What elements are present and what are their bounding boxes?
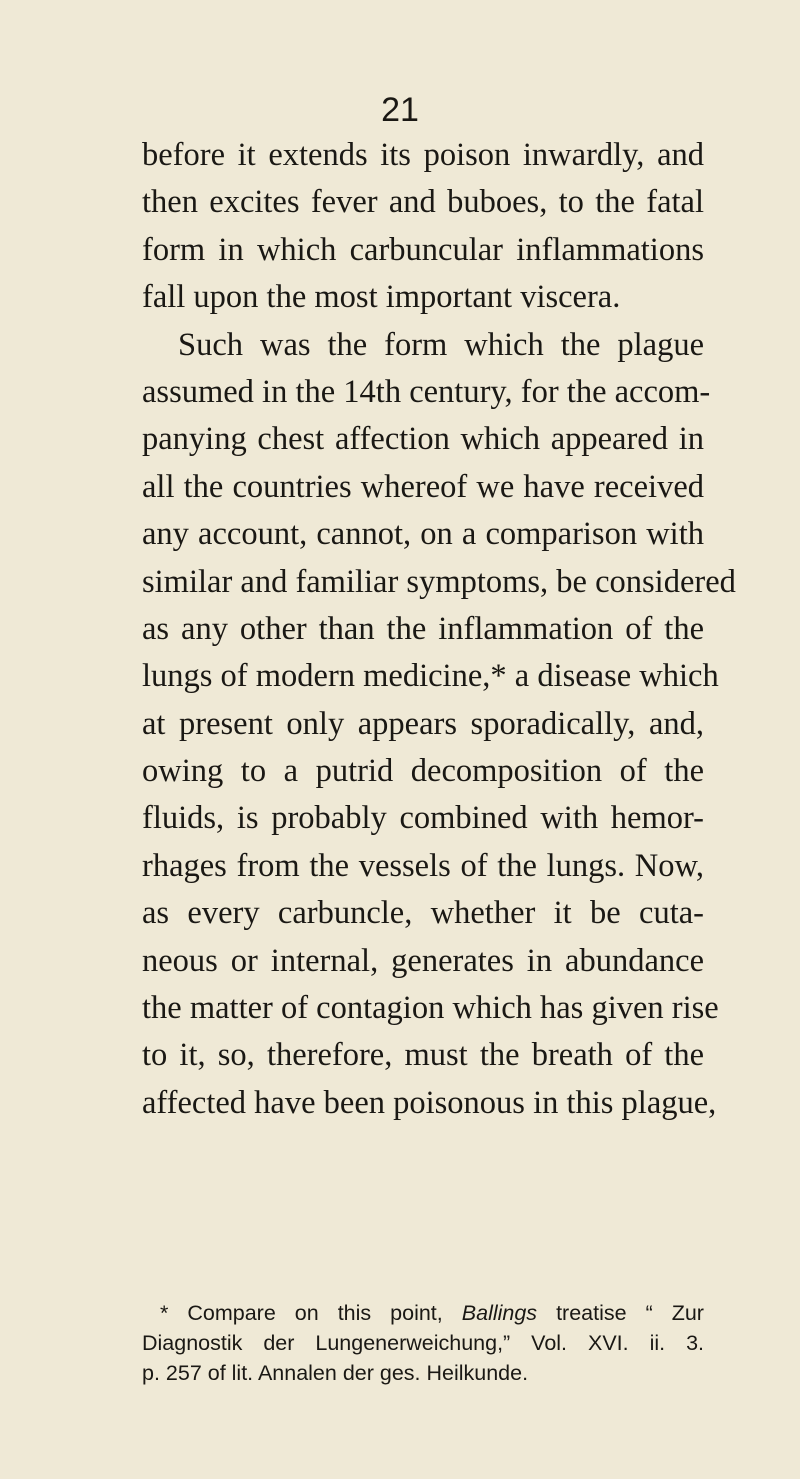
text-line: form in which carbuncular inflammations	[142, 231, 704, 268]
text-line: fall upon the most important viscera.	[142, 279, 621, 316]
footnote-line: p. 257 of lit. Annalen der ges. Heilkunde.	[142, 1361, 529, 1385]
text-line: panying chest affection which appeared in	[142, 421, 704, 458]
text-line: at present only appears sporadically, and,	[142, 705, 704, 742]
footnote-text: Compare on this point,	[187, 1301, 443, 1325]
text-line: to it, so, therefore, must the breath of the	[142, 1037, 704, 1074]
text-line: the matter of contagion which has given rise	[142, 990, 719, 1027]
text-line: any account, cannot, on a comparison with	[142, 516, 704, 553]
footnote-author: Ballings	[461, 1301, 538, 1325]
footnote-text: treatise “ Zur	[556, 1301, 704, 1325]
text-line: owing to a putrid decomposition of the	[142, 753, 704, 790]
footnote-marker: *	[160, 1301, 169, 1325]
text-line: before it extends its poison inwardly, and	[142, 137, 704, 173]
text-line: fluids, is probably combined with hemor-	[142, 800, 704, 837]
text-line: all the countries whereof we have received	[142, 468, 704, 505]
footnote-line	[142, 1298, 704, 1328]
text-line: Such was the form which the plague	[178, 326, 704, 363]
text-line: neous or internal, generates in abundance	[142, 942, 704, 979]
footnote	[142, 1298, 704, 1388]
footnote-line: Diagnostik der Lungenerweichung,” Vol. XVI. ii. 3.	[142, 1331, 704, 1355]
text-line: rhages from the vessels of the lungs. Now,	[142, 847, 704, 884]
text-line: as every carbuncle, whether it be cuta-	[142, 895, 704, 932]
text-line: then excites fever and buboes, to the fatal	[142, 184, 704, 221]
text-line: affected have been poisonous in this plague,	[142, 1084, 717, 1121]
text-line: lungs of modern medicine,* a disease which	[142, 658, 719, 695]
text-line: similar and familiar symptoms, be considered	[142, 563, 736, 600]
body-text	[142, 132, 736, 1127]
page-number: 21	[381, 91, 419, 129]
text-line: assumed in the 14th century, for the accom-	[142, 373, 711, 410]
text-line: as any other than the inflammation of the	[142, 610, 704, 647]
